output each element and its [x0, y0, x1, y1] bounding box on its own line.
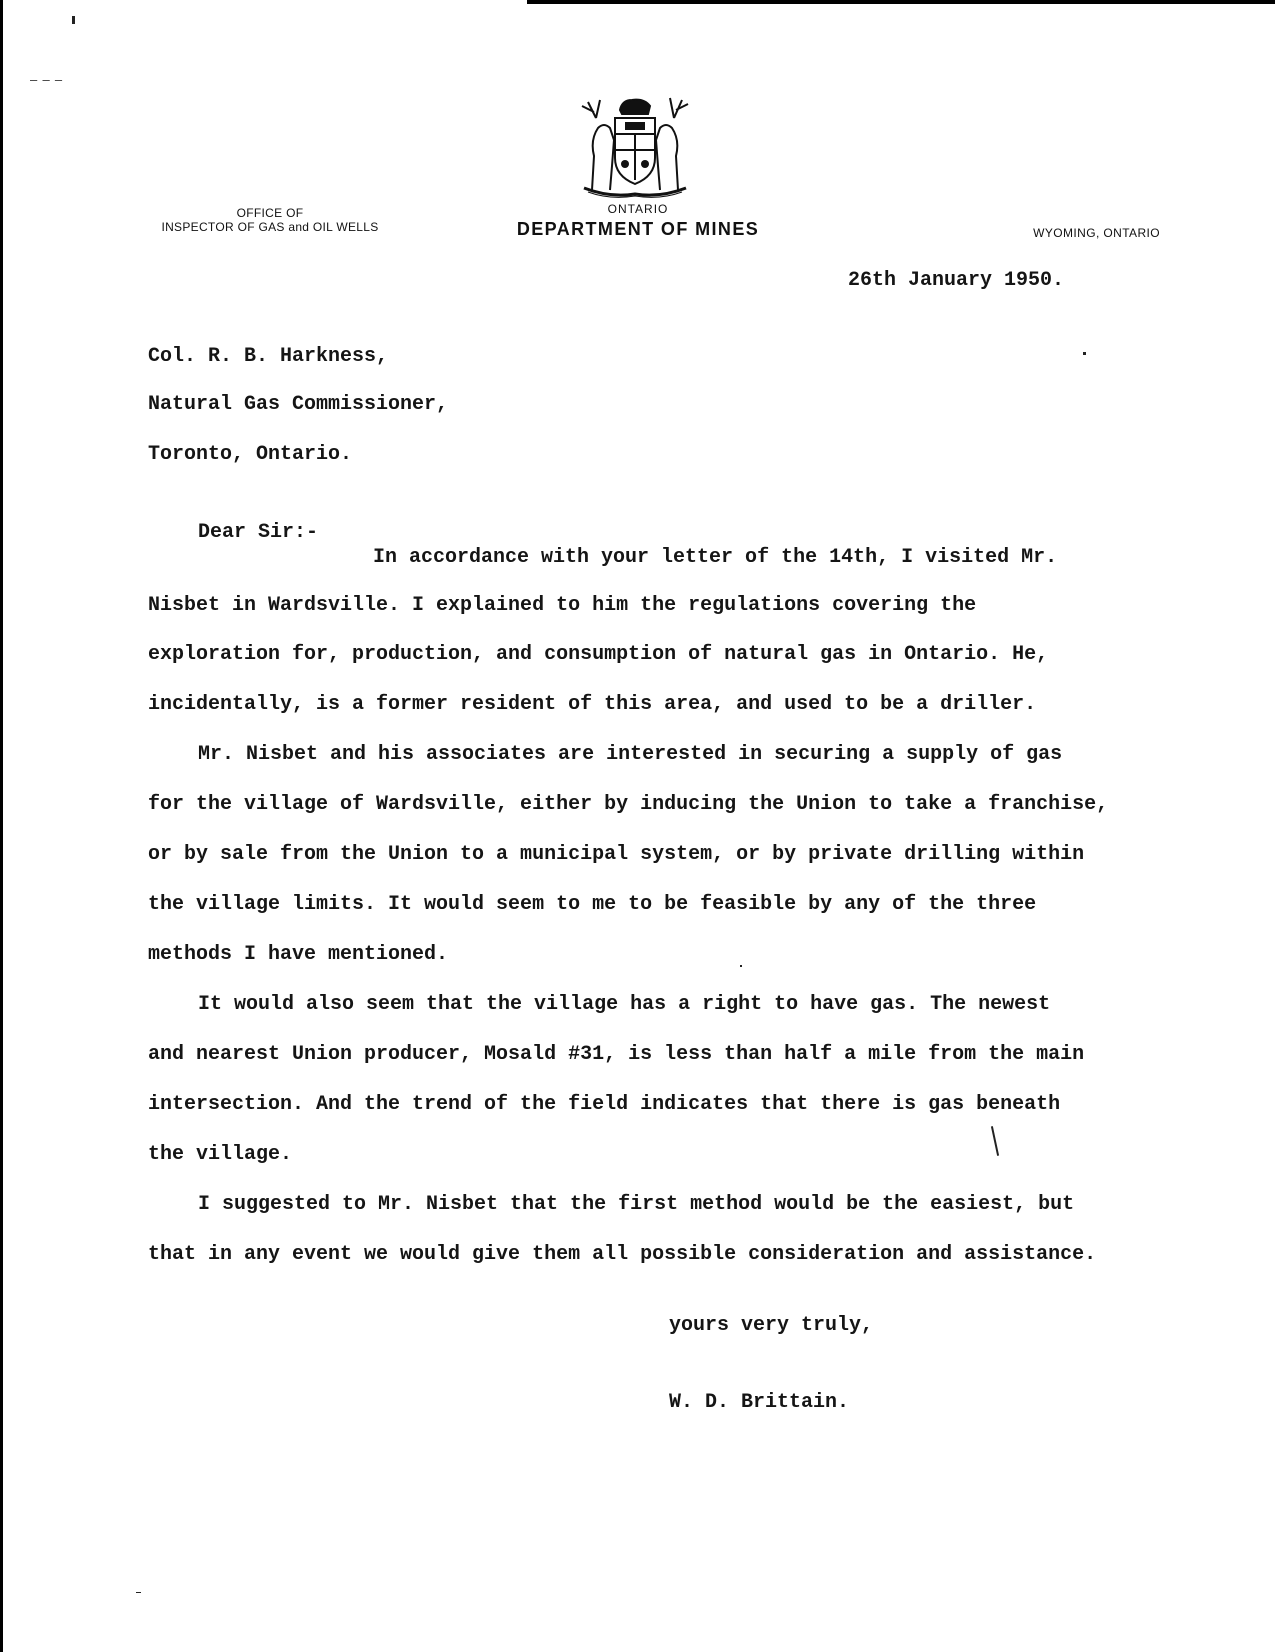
- body-line: methods I have mentioned.: [148, 943, 449, 966]
- recipient-location: Toronto, Ontario.: [148, 443, 353, 466]
- office-heading: [150, 206, 390, 234]
- body-line: for the village of Wardsville, either by inducing the Union to take a franchise,: [148, 793, 1109, 816]
- page-edge-left: [0, 0, 3, 1652]
- body-line: exploration for, production, and consumption of natural gas in Ontario. He,: [148, 643, 1049, 666]
- body-line: Mr. Nisbet and his associates are interested in securing a supply of gas: [198, 743, 1063, 766]
- page-edge-top: [527, 0, 1275, 4]
- body-line: that in any event we would give them all possible consideration and assistance.: [148, 1243, 1097, 1266]
- letter-date: 26th January 1950.: [848, 269, 1065, 292]
- body-line: and nearest Union producer, Mosald #31, is less than half a mile from the main: [148, 1043, 1085, 1066]
- office-location: WYOMING, ONTARIO: [1033, 226, 1160, 240]
- office-line-1: OFFICE OF: [236, 206, 304, 220]
- recipient-name: Col. R. B. Harkness,: [148, 345, 389, 368]
- signature-name: W. D. Brittain.: [669, 1391, 850, 1414]
- complimentary-close: yours very truly,: [669, 1314, 874, 1337]
- body-line: incidentally, is a former resident of this area, and used to be a driller.: [148, 693, 1037, 716]
- scan-mark: [1083, 352, 1086, 355]
- body-line: I suggested to Mr. Nisbet that the first method would be the easiest, but: [198, 1193, 1075, 1216]
- scan-mark: [740, 965, 742, 967]
- body-line: Nisbet in Wardsville. I explained to him the regulations covering the: [148, 594, 977, 617]
- body-line: the village limits. It would seem to me to be feasible by any of the three: [148, 893, 1037, 916]
- scan-dash-marks: — — —: [30, 73, 62, 87]
- body-line: It would also seem that the village has a right to have gas. The newest: [198, 993, 1051, 1016]
- recipient-title: Natural Gas Commissioner,: [148, 393, 449, 416]
- scan-mark: [991, 1126, 999, 1156]
- body-line: or by sale from the Union to a municipal system, or by private drilling within: [148, 843, 1085, 866]
- body-line: intersection. And the trend of the field indicates that there is gas beneath: [148, 1093, 1061, 1116]
- body-line: In accordance with your letter of the 14th, I visited Mr.: [373, 546, 1058, 569]
- coat-of-arms-icon: [570, 88, 700, 200]
- department-heading: DEPARTMENT OF MINES: [516, 219, 760, 239]
- province-heading: ONTARIO: [607, 202, 669, 216]
- office-line-2: INSPECTOR OF GAS and OIL WELLS: [161, 220, 379, 234]
- body-line: the village.: [148, 1143, 293, 1166]
- scan-mark: [136, 1592, 141, 1593]
- scan-mark: [72, 16, 75, 24]
- salutation: Dear Sir:-: [198, 521, 319, 544]
